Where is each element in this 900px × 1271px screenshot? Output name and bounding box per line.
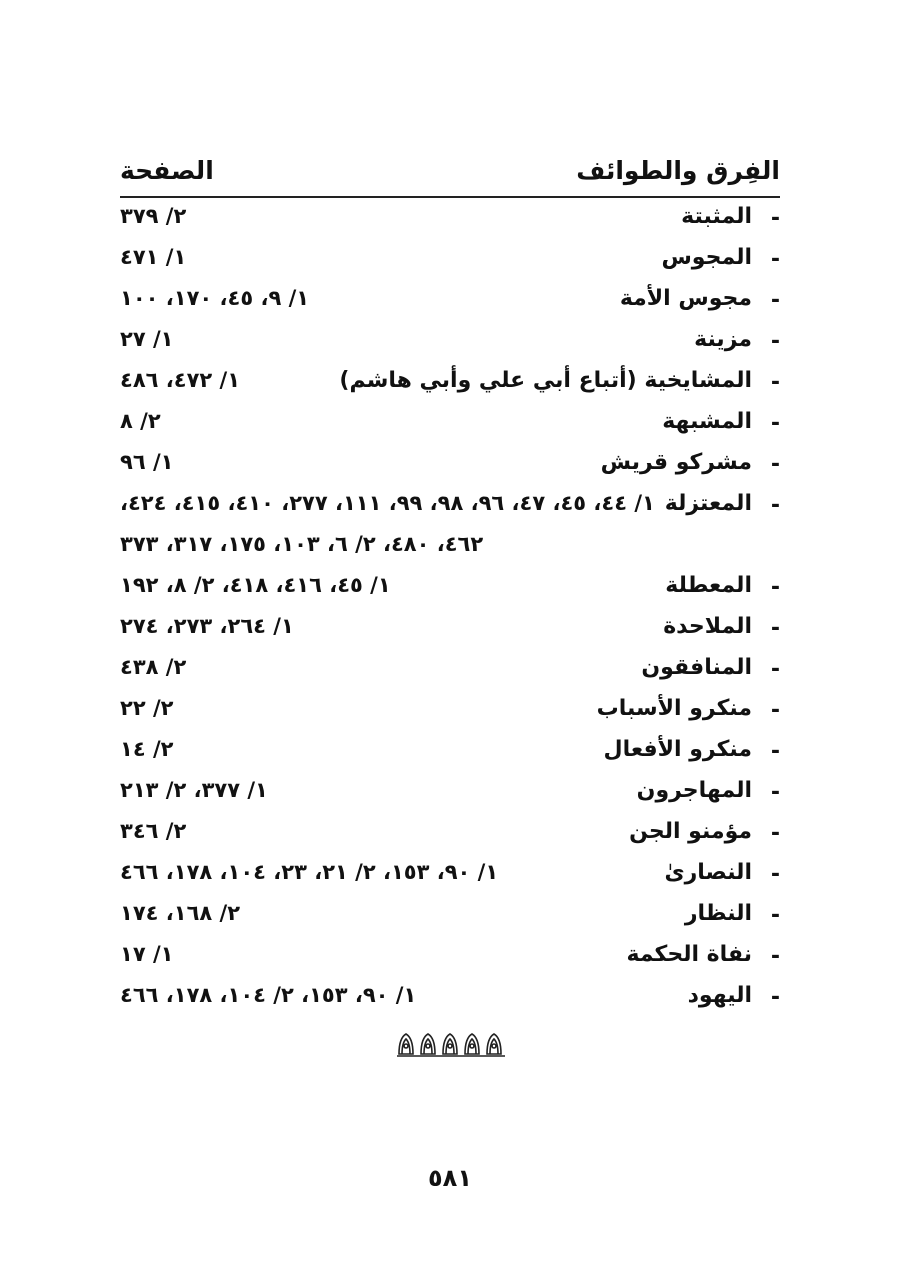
entry-name: المهاجرون xyxy=(636,778,752,803)
entry-name: منكرو الأفعال xyxy=(603,737,752,762)
index-entry xyxy=(120,487,780,569)
entry-name: المجوس xyxy=(661,245,752,270)
entry-refs: ١/ ٢٧ xyxy=(120,327,174,351)
entry-name: الملاحدة xyxy=(663,614,752,639)
entry-name: مجوس الأمة xyxy=(619,286,752,311)
entry-dash: - xyxy=(770,452,780,477)
page-column-label: الصفحة xyxy=(120,156,214,185)
entry-refs-continued: ٤٦٢، ٤٨٠، ٢/ ٦، ١٠٣، ١٧٥، ٣١٧، ٣٧٣ xyxy=(120,532,484,556)
index-title: الفِرق والطوائف xyxy=(576,156,780,185)
index-entry xyxy=(120,692,780,733)
entry-refs: ١/ ٩، ٤٥، ١٧٠، ١٠٠ xyxy=(120,286,310,310)
entry-dash: - xyxy=(770,411,780,436)
entry-refs: ١/ ٤٥، ٤١٦، ٤١٨، ٢/ ٨، ١٩٢ xyxy=(120,573,391,597)
entry-refs: ١/ ٩٠، ١٥٣، ٢/ ١٠٤، ١٧٨، ٤٦٦ xyxy=(120,983,417,1007)
entry-name: المشايخية (أتباع أبي علي وأبي هاشم) xyxy=(339,368,752,393)
entry-name: المشبهة xyxy=(662,409,752,434)
page-number: ٥٨١ xyxy=(428,1164,472,1192)
index-entry xyxy=(120,774,780,815)
index-entry xyxy=(120,651,780,692)
index-entry xyxy=(120,610,780,651)
entry-refs: ١/ ٤٧٢، ٤٨٦ xyxy=(120,368,241,392)
index-entry xyxy=(120,569,780,610)
index-entry xyxy=(120,938,780,979)
entry-name: منكرو الأسباب xyxy=(596,696,752,721)
entry-refs: ٢/ ٢٢ xyxy=(120,696,174,720)
entry-refs: ١/ ١٧ xyxy=(120,942,174,966)
entry-dash: - xyxy=(770,985,780,1010)
entry-refs: ٢/ ١٤ xyxy=(120,737,174,761)
entry-refs: ٢/ ٤٣٨ xyxy=(120,655,187,679)
entry-refs: ٢/ ٨ xyxy=(120,409,161,433)
entry-refs: ١/ ٤٧١ xyxy=(120,245,187,269)
index-entry xyxy=(120,241,780,282)
entry-name: مزينة xyxy=(694,327,752,352)
entry-dash: - xyxy=(770,739,780,764)
entry-name: نفاة الحكمة xyxy=(626,942,752,967)
index-entry xyxy=(120,282,780,323)
entry-dash: - xyxy=(770,329,780,354)
index-entry xyxy=(120,979,780,1020)
entry-dash: - xyxy=(770,903,780,928)
index-header xyxy=(120,152,780,198)
index-entry xyxy=(120,856,780,897)
entry-dash: - xyxy=(770,247,780,272)
index-entry xyxy=(120,733,780,774)
entry-dash: - xyxy=(770,821,780,846)
floral-ornament-icon xyxy=(395,1030,507,1058)
entry-name: المعتزلة xyxy=(664,491,752,516)
entry-refs: ١/ ٣٧٧، ٢/ ٢١٣ xyxy=(120,778,268,802)
entry-name: اليهود xyxy=(687,983,752,1008)
entry-dash: - xyxy=(770,493,780,518)
entry-refs: ١/ ٤٤، ٤٥، ٤٧، ٩٦، ٩٨، ٩٩، ١١١، ٢٧٧، ٤١٠، ٤١٥، ٤٢٤، xyxy=(120,491,655,515)
entry-refs: ٢/ ١٦٨، ١٧٤ xyxy=(120,901,241,925)
index-entry xyxy=(120,364,780,405)
entry-refs: ٢/ ٣٤٦ xyxy=(120,819,187,843)
entry-dash: - xyxy=(770,288,780,313)
index-entry xyxy=(120,323,780,364)
entry-refs: ٢/ ٣٧٩ xyxy=(120,204,187,228)
index-entry xyxy=(120,200,780,241)
entry-name: المثبتة xyxy=(681,204,752,229)
entry-name: المنافقون xyxy=(641,655,752,680)
entry-name: المعطلة xyxy=(665,573,752,598)
entry-dash: - xyxy=(770,944,780,969)
index-entry xyxy=(120,446,780,487)
entry-dash: - xyxy=(770,698,780,723)
entry-dash: - xyxy=(770,575,780,600)
entry-name: مشركو قريش xyxy=(600,450,752,475)
index-entries xyxy=(120,200,780,1020)
entry-name: النصارىٰ xyxy=(664,860,752,885)
entry-dash: - xyxy=(770,616,780,641)
index-entry xyxy=(120,405,780,446)
entry-refs: ١/ ٩٦ xyxy=(120,450,174,474)
entry-name: مؤمنو الجن xyxy=(629,819,752,844)
entry-dash: - xyxy=(770,370,780,395)
index-entry xyxy=(120,897,780,938)
entry-refs: ١/ ٢٦٤، ٢٧٣، ٢٧٤ xyxy=(120,614,294,638)
entry-dash: - xyxy=(770,862,780,887)
entry-dash: - xyxy=(770,657,780,682)
entry-dash: - xyxy=(770,780,780,805)
entry-refs: ١/ ٩٠، ١٥٣، ٢/ ٢١، ٢٣، ١٠٤، ١٧٨، ٤٦٦ xyxy=(120,860,499,884)
index-entry xyxy=(120,815,780,856)
entry-name: النظار xyxy=(684,901,752,926)
entry-dash: - xyxy=(770,206,780,231)
